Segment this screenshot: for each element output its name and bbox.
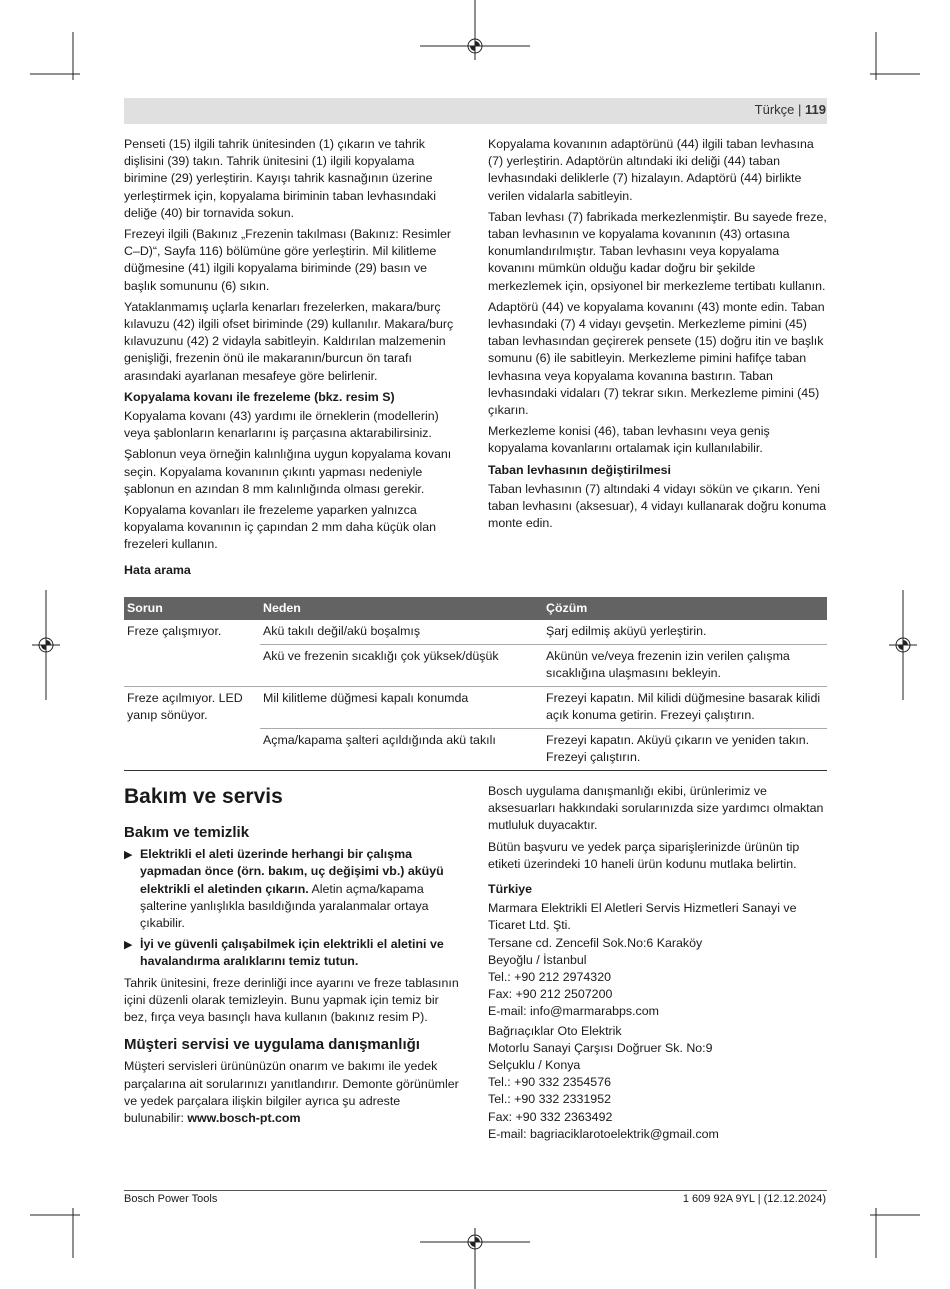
service-right-column [488, 783, 827, 1143]
address-line: Beyoğlu / İstanbul [488, 952, 587, 967]
address-line: Motorlu Sanayi Çarşısı Doğruer Sk. No:9 [488, 1040, 713, 1055]
header-bar [124, 98, 827, 124]
footer-doc-id: 1 609 92A 9YL | (12.12.2024) [682, 1193, 826, 1205]
address-line: Tel.: +90 332 2331952 [488, 1092, 611, 1107]
address-line: Bağrıaçıklar Oto Elektrik [488, 1023, 622, 1038]
address-block [488, 1023, 827, 1143]
paragraph: Frezeyi ilgili (Bakınız „Frezenin takılması (Bakınız: Resimler C–D)“, Sayfa 116) bölümüne göre yerleştirin. Mil kilitleme düğmesine (41) ilgili kopyalama biriminde (29) basın ve başlık somununu (6) sıkın. [124, 227, 452, 293]
subsection-heading: Bakım ve temizlik [124, 824, 250, 841]
header-language: Türkçe [754, 102, 795, 117]
right-column [488, 136, 827, 536]
paragraph: Şablonun veya örneğin kalınlığına uygun kopyalama kovanı seçin. Kopyalama kovanının çıkıntı yapması nedeniyle şablonun en azından 8 mm kalınlığında olması gerekir. [124, 447, 452, 496]
bullet-arrow-icon: ▶ [124, 849, 133, 862]
left-column [124, 136, 459, 581]
paragraph: Kopyalama kovanının adaptörünü (44) ilgili taban levhasına (7) yerleştirin. Adaptörün altındaki iki deliği (44) taban levhasındaki deliklerle (7) hizalayın. Adaptörü (44) birlikte verilen vidalarla sabitleyin. [488, 137, 814, 203]
warning-text [140, 846, 459, 932]
service-left-column [124, 818, 459, 1131]
paragraph: Yataklanmamış uçlarla kenarları frezelerken, makara/burç kılavuzu (42) ilgili ofset biriminde (29) kullanılır. Makara/burç kılavuzunu (42) 2 vidayla sabitleyin. Kaldırılan malzemenin genişliği, frezenin önü ile makaranın/burcun ön tarafı arasındaki ayarlanan mesafeye göre belirlenir. [124, 299, 454, 383]
address-line: Tel.: +90 332 2354576 [488, 1075, 611, 1090]
section-heading: Kopyalama kovanı ile frezeleme (bkz. resim S) [124, 389, 395, 404]
warning-bold: Elektrikli el aleti üzerinde herhangi bir çalışma yapmadan önce (örn. bakım, uç değişimi vb.) aküyü elektrikli el aletinden çıkarın. [140, 847, 444, 896]
cause-cell: Akü ve frezenin sıcaklığı çok yüksek/düşük [260, 645, 543, 687]
table-row [124, 620, 827, 645]
warning-bold: İyi ve güvenli çalışabilmek için elektrikli el aletini ve havalandırma aralıklarını temiz tutun. [140, 937, 444, 969]
paragraph: Taban levhasının (7) altındaki 4 vidayı sökün ve çıkarın. Yeni taban levhasını (aksesuar), 4 vidayı kullanarak doğru konuma monte edin. [488, 481, 827, 531]
address-line: Fax: +90 332 2363492 [488, 1109, 613, 1124]
warning-item [124, 846, 459, 932]
country-heading: Türkiye [488, 882, 533, 897]
paragraph: Bosch uygulama danışmanlığı ekibi, ürünlerimiz ve aksesuarları hakkındaki sorularınızda size yardımcı olmaktan mutluluk duyacaktır. [488, 784, 824, 833]
paragraph: Taban levhası (7) fabrikada merkezlenmiştir. Bu sayede freze, taban levhasının ve kopyalama kovanının (43) ortasına konumlandırılmıştır. Taban levhasını veya kopyalama kovanını mümkün olduğu kadar doğru bir şekilde merkezlemek için, opsiyonel bir merkezleme tertibatı kullanın. [488, 209, 827, 293]
column-header: Neden [260, 597, 543, 620]
paragraph: Adaptörü (44) ve kopyalama kovanını (43) monte edin. Taban levhasındaki (7) 4 vidayı gevşetin. Merkezleme pimini (45) taban levhasından geçirerek pensete (15) doğru itin ve başlık somunu (6) ile sabitleyin. Merkezleme pimini hafifçe taban levhasına veya kopyalama kovanına bastırın. Taban levhasındaki vidaları (7) tekrar sıkın. Merkezleme pimini (45) çıkarın. [488, 299, 825, 418]
solution-cell: Akünün ve/veya frezenin izin verilen çalışma sıcaklığına ulaşmasını bekleyin. [543, 645, 827, 687]
website-link[interactable]: www.bosch-pt.com [187, 1111, 301, 1126]
solution-cell: Frezeyi kapatın. Aküyü çıkarın ve yeniden takın. Frezeyi çalıştırın. [543, 729, 827, 771]
warning-item [124, 936, 459, 970]
column-header: Sorun [124, 597, 260, 620]
customer-text: Müşteri servisleri ürününüzün onarım ve bakımı ile yedek parçalarına ait sorularınızı yanıtlandırır. Demonte görünümler ve yedek parçalara ilişkin bilgiler ayrıca şu adreste bulunabilir: [124, 1059, 459, 1126]
table-header-row [124, 597, 827, 620]
paragraph: Bütün başvuru ve yedek parça siparişlerinizde ürünün tip etiketi üzerindeki 10 haneli ürün kodunu mutlaka belirtin. [488, 839, 800, 871]
cause-cell: Mil kilitleme düğmesi kapalı konumda [260, 687, 543, 729]
problem-cell: Freze açılmıyor. LED yanıp sönüyor. [124, 687, 260, 771]
address-line: Fax: +90 212 2507200 [488, 987, 613, 1002]
section-heading: Hata arama [124, 562, 191, 577]
warning-rest: Aletin açma/kapama şalterine yanlışlıkla basıldığında yaralanmalar ortaya çıkabilir. [140, 881, 429, 931]
address-line: E-mail: bagriaciklarotoelektrik@gmail.com [488, 1126, 719, 1141]
page-number: 119 [805, 102, 826, 117]
problem-cell: Freze çalışmıyor. [124, 620, 260, 687]
table-row [124, 687, 827, 729]
footer-brand: Bosch Power Tools [124, 1193, 218, 1205]
paragraph: Tahrik ünitesini, freze derinliği ince ayarını ve freze tablasının içini düzenli olarak temizleyin. Bunu yapmak için temiz bir bez, fırça veya basınçlı hava kullanın (bakınız resim P). [124, 975, 459, 1025]
address-line: Selçuklu / Konya [488, 1058, 581, 1073]
section-heading: Taban levhasının değiştirilmesi [488, 462, 671, 477]
bullet-arrow-icon: ▶ [124, 939, 133, 952]
solution-cell: Şarj edilmiş aküyü yerleştirin. [543, 620, 827, 645]
page-header: Türkçe | 119 [754, 102, 826, 117]
address-block [488, 900, 827, 1020]
paragraph: Kopyalama kovanı (43) yardımı ile örneklerin (modellerin) veya şablonların kenarlarını iş parçasına aktarabilirsiniz. [124, 409, 439, 441]
address-line: Tersane cd. Zencefil Sok.No:6 Karaköy [488, 935, 703, 950]
cause-cell: Akü takılı değil/akü boşalmış [260, 620, 543, 645]
solution-cell: Frezeyi kapatın. Mil kilidi düğmesine basarak kilidi açık konuma getirin. Frezeyi çalıştırın. [543, 687, 827, 729]
paragraph: Kopyalama kovanları ile frezeleme yaparken yalnızca kopyalama kovanının iç çapından 2 mm daha küçük olan frezeleri kullanın. [124, 503, 437, 552]
cause-cell: Açma/kapama şalteri açıldığında akü takılı [260, 729, 543, 771]
address-line: E-mail: info@marmarabps.com [488, 1004, 659, 1019]
address-line: Marmara Elektrikli El Aletleri Servis Hizmetleri Sanayi ve Ticaret Ltd. Şti. [488, 901, 797, 933]
troubleshooting-table [124, 597, 827, 771]
paragraph: Merkezleme konisi (46), taban levhasını veya geniş kopyalama kovanlarını ortalamak için kullanılabilir. [488, 424, 770, 456]
column-header: Çözüm [543, 597, 827, 620]
subsection-heading: Müşteri servisi ve uygulama danışmanlığı [124, 1036, 420, 1054]
footer-rule [124, 1190, 827, 1191]
section-title: Bakım ve servis [124, 785, 283, 808]
paragraph [124, 1058, 459, 1127]
paragraph: Penseti (15) ilgili tahrik ünitesinden (1) çıkarın ve tahrik dişlisini (39) takın. Tahrik ünitesini (1) ilgili kopyalama birimine (29) yerleştirin. Kayışı tahrik kasnağının üzerine yerleştirmek için, kopyalama biriminin taban levhasındaki deliğe (40) bir tornavida sokun. [124, 137, 436, 220]
address-line: Tel.: +90 212 2974320 [488, 970, 611, 985]
